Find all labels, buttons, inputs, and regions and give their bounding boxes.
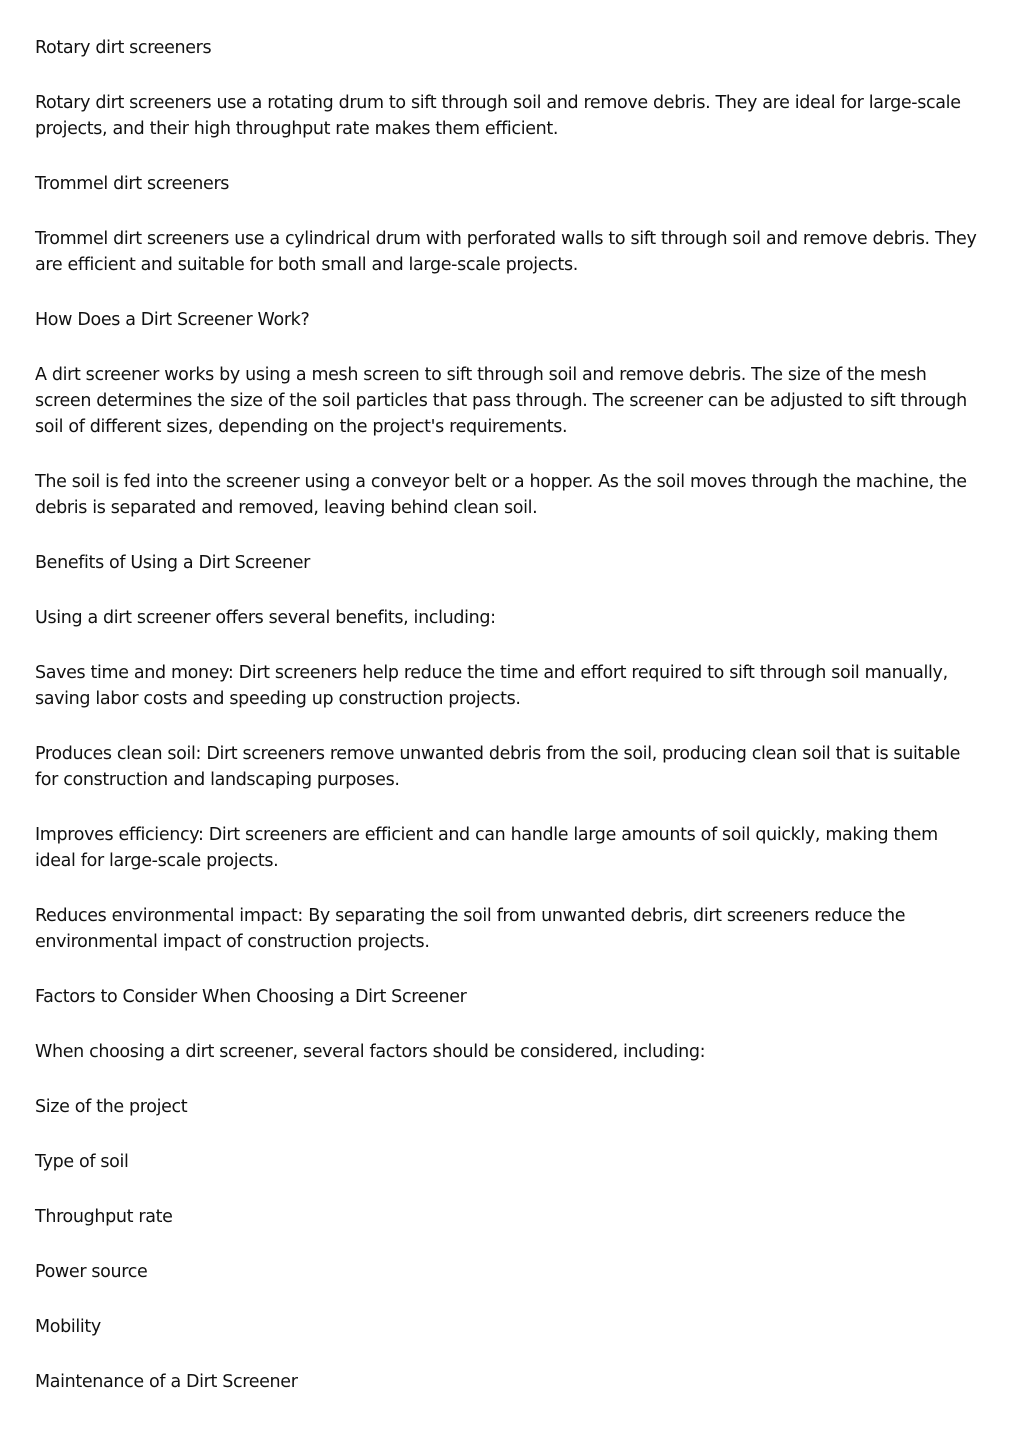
factor-throughput: Throughput rate: [35, 1207, 173, 1227]
factor-mobility: Mobility: [35, 1317, 101, 1337]
paragraph-trommel-description: Trommel dirt screeners use a cylindrical drum with perforated walls to sift through soil and remove debris. They are efficient and suitable for both small and large-scale projects.: [35, 229, 977, 275]
factor-project-size: Size of the project: [35, 1097, 188, 1117]
heading-how-it-works: How Does a Dirt Screener Work?: [35, 310, 310, 330]
benefit-clean-soil: Produces clean soil: Dirt screeners remove unwanted debris from the soil, producing clean soil that is suitable for construction and landscaping purposes.: [35, 744, 961, 790]
heading-rotary-dirt-screeners: Rotary dirt screeners: [35, 38, 212, 58]
heading-maintenance: Maintenance of a Dirt Screener: [35, 1372, 298, 1392]
benefit-environment: Reduces environmental impact: By separating the soil from unwanted debris, dirt screeners reduce the environmental impact of construction projects.: [35, 906, 906, 952]
paragraph-mesh-screen: A dirt screener works by using a mesh screen to sift through soil and remove debris. The size of the mesh screen determines the size of the soil particles that pass through. The screener can be adjusted to sift through soil of different sizes, depending on the project's requirements.: [35, 365, 967, 437]
heading-factors: Factors to Consider When Choosing a Dirt Screener: [35, 987, 467, 1007]
paragraph-feeding-soil: The soil is fed into the screener using a conveyor belt or a hopper. As the soil moves through the machine, the debris is separated and removed, leaving behind clean soil.: [35, 472, 967, 518]
factor-soil-type: Type of soil: [35, 1152, 129, 1172]
paragraph-rotary-description: Rotary dirt screeners use a rotating drum to sift through soil and remove debris. They are ideal for large-scale projects, and their high throughput rate makes them efficient.: [35, 93, 961, 139]
benefit-efficiency: Improves efficiency: Dirt screeners are efficient and can handle large amounts of soil quickly, making them ideal for large-scale projects.: [35, 825, 938, 871]
paragraph-factors-intro: When choosing a dirt screener, several factors should be considered, including:: [35, 1042, 706, 1062]
factor-power-source: Power source: [35, 1262, 148, 1282]
paragraph-benefits-intro: Using a dirt screener offers several benefits, including:: [35, 608, 496, 628]
heading-trommel-dirt-screeners: Trommel dirt screeners: [35, 174, 230, 194]
benefit-saves-time: Saves time and money: Dirt screeners help reduce the time and effort required to sift through soil manually, saving labor costs and speeding up construction projects.: [35, 663, 948, 709]
heading-benefits: Benefits of Using a Dirt Screener: [35, 553, 310, 573]
